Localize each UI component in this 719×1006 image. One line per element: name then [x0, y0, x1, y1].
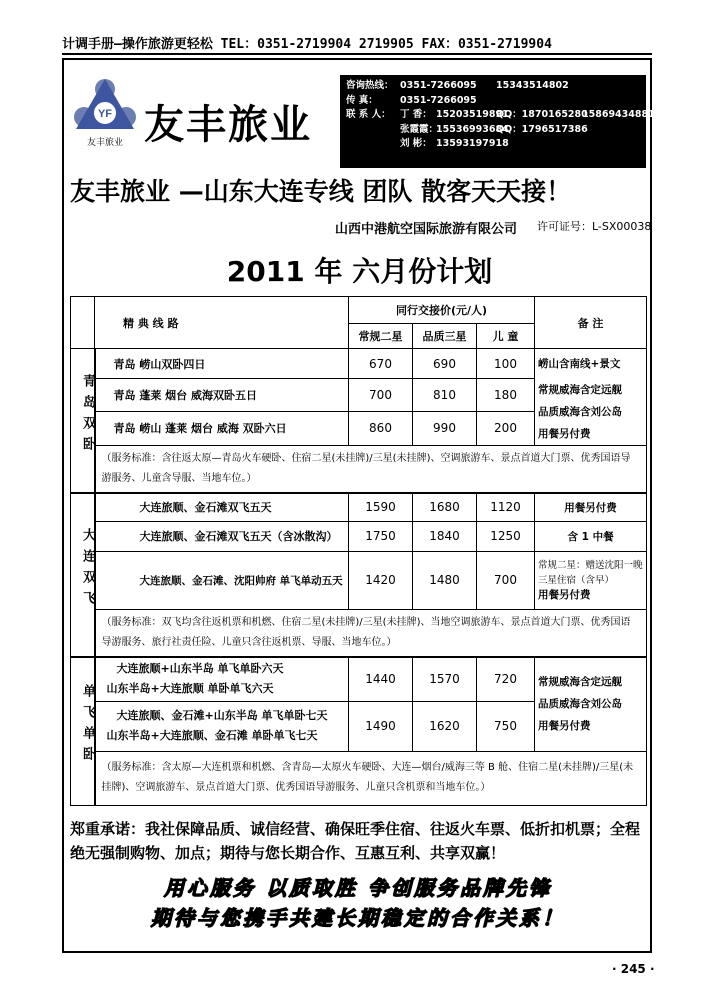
contact-hotline-1: 0351-7266095	[400, 80, 477, 91]
col-child-header: 儿 童	[477, 324, 535, 349]
logo	[70, 75, 140, 155]
price-child: 200	[477, 412, 535, 445]
service-standard: （服务标准：双飞均含往返机票和机燃、住宿二星(未挂牌)/三星(未挂牌)、当地空调旅游车、景点首道大门票、优秀国语导游服务、旅行社责任险、儿童只含往返机票、导服、当地车位。）	[95, 609, 647, 657]
price-child: 180	[477, 379, 535, 412]
price-regular: 860	[349, 412, 413, 445]
logo-text: YF	[97, 108, 113, 120]
price-regular: 1590	[349, 493, 413, 521]
price-child: 1120	[477, 493, 535, 521]
remark-cell	[535, 551, 647, 609]
route-cell: 青岛 崂山 蓬莱 烟台 威海 双卧六日	[95, 412, 349, 445]
col-price-group-header: 同行交接价(元/人)	[349, 297, 535, 324]
col-route-header: 精 典 线 路	[95, 297, 349, 349]
col-regular-header: 常规二星	[349, 324, 413, 349]
service-standard: （服务标准：含往返太原—青岛火车硬卧、住宿二星(未挂牌)/三星(未挂牌)、空调旅游车、景点首道大门票、优秀国语导游服务、儿童含导服、当地车位。）	[95, 445, 647, 493]
brand-name: 友丰旅业	[144, 101, 312, 148]
contact-fax: 0351-7266095	[400, 94, 477, 106]
route-cell: 大连旅顺、金石滩双飞五天	[95, 493, 349, 521]
price-quality: 990	[413, 412, 477, 445]
section-name-single: 单飞单卧	[80, 684, 95, 769]
top-bar-text: 计调手册—操作旅游更轻松 TEL：0351-2719904 2719905 FAX：0351-2719904	[62, 37, 552, 52]
table-row	[71, 379, 647, 412]
price-quality: 1620	[413, 701, 477, 751]
contact-name-3: 刘 彬：	[400, 138, 432, 150]
remark-cell: 含 1 中餐	[535, 521, 647, 551]
contact-phone-2: 15536993684	[436, 123, 509, 135]
top-bar	[62, 33, 652, 55]
contact-qq-2: QQ：1796517386	[496, 123, 588, 135]
logo-caption: 友丰旅业	[86, 138, 124, 148]
remark-line: 用餐另付费	[538, 588, 591, 601]
logo-icon	[70, 75, 140, 155]
contact-phone-3: 13593197918	[436, 138, 509, 150]
price-child: 100	[477, 349, 535, 379]
col-remarks-header: 备 注	[535, 297, 647, 349]
price-quality: 1840	[413, 521, 477, 551]
header	[64, 63, 655, 163]
license-number: 许可证号：L-SX00038	[537, 220, 652, 233]
route-line: 山东半岛+大连旅顺 单卧单飞六天	[106, 682, 274, 696]
route-cell: 大连旅顺、金石滩双飞五天（含冰散沟）	[95, 521, 349, 551]
remark-cell	[535, 379, 647, 446]
route-cell	[95, 701, 349, 751]
slogan-line-1: 用心服务 以质取胜 争创服务品牌先锋	[164, 876, 552, 900]
company-name: 山西中港航空国际旅游有限公司	[335, 222, 518, 237]
contact-fax-label: 传 真：	[346, 94, 378, 106]
service-standard: （服务标准：含太原—大连机票和机燃、含青岛—太原火车硬卧、大连—烟台/威海三等 B 舱、住宿二星(未挂牌)/三星(未挂牌)、空调旅游车、景点首道大门票、优秀国语导游服务、儿童只含机票和当地车位。）	[95, 751, 647, 805]
route-cell: 青岛 崂山双卧四日	[95, 349, 349, 379]
contact-person-label: 联 系 人：	[346, 109, 391, 121]
price-regular: 670	[349, 349, 413, 379]
page-number: · 245 ·	[612, 962, 655, 976]
price-child: 750	[477, 701, 535, 751]
route-line: 大连旅顺+山东半岛 单飞单卧六天	[116, 662, 284, 676]
contact-box	[340, 75, 655, 168]
section-label	[71, 349, 95, 494]
table-row	[71, 349, 647, 379]
price-table	[70, 296, 647, 806]
contact-mobile-1: 15869434881	[582, 109, 655, 121]
section-label	[71, 657, 95, 805]
header-corner	[71, 297, 95, 349]
price-quality: 1680	[413, 493, 477, 521]
route-cell: 大连旅顺、金石滩、沈阳帅府 单飞单动五天	[95, 551, 349, 609]
remark-line: 常规威海含定远舰	[538, 383, 623, 396]
price-regular: 700	[349, 379, 413, 412]
contact-name-1: 丁 香：	[400, 109, 432, 121]
remark-line: 常规威海含定远舰	[538, 676, 623, 689]
price-quality: 690	[413, 349, 477, 379]
route-line: 大连旅顺、金石滩+山东半岛 单飞单卧七天	[116, 709, 328, 722]
table-row	[71, 609, 647, 657]
col-quality-header: 品质三星	[413, 324, 477, 349]
contact-qq-1: QQ：1870165280	[496, 109, 588, 121]
contact-hotline-2: 15343514802	[496, 80, 569, 91]
table-row	[71, 445, 647, 493]
price-quality: 1480	[413, 551, 477, 609]
price-child: 1250	[477, 521, 535, 551]
price-regular: 1750	[349, 521, 413, 551]
table-row	[71, 751, 647, 805]
table-row	[71, 551, 647, 609]
contact-hotline-label: 咨询热线：	[346, 80, 394, 91]
contact-phone-1: 15203519891	[436, 109, 509, 121]
remark-cell: 用餐另付费	[535, 493, 647, 521]
price-quality: 810	[413, 379, 477, 412]
price-regular: 1420	[349, 551, 413, 609]
slogan	[70, 873, 646, 933]
remark-cell: 崂山含南线+景文	[535, 349, 647, 379]
plan-title: 2011 年 六月份计划	[226, 255, 493, 288]
section-name-qingdao: 青岛双卧	[80, 373, 95, 458]
route-cell: 青岛 蓬莱 烟台 威海双卧五日	[95, 379, 349, 412]
price-regular: 1490	[349, 701, 413, 751]
section-name-dalian: 大连双飞	[80, 528, 95, 612]
remark-line: 常规二星：赠送沈阳一晚三星住宿（含早）	[538, 559, 643, 586]
slogan-line-2: 期待与您携手共建长期稳定的合作关系！	[151, 906, 565, 930]
route-cell	[95, 657, 349, 701]
remark-line: 用餐另付费	[538, 427, 591, 440]
table-row	[71, 657, 647, 701]
remark-cell	[535, 657, 647, 751]
contact-name-2: 张霞霞：	[400, 123, 439, 135]
price-child: 720	[477, 657, 535, 701]
remark-line: 品质威海含刘公岛	[538, 405, 623, 418]
table-row	[71, 521, 647, 551]
price-regular: 1440	[349, 657, 413, 701]
promise-statement: 郑重承诺：我社保障品质、诚信经营、确保旺季住宿、往返火车票、低折扣机票；全程绝无强制购物、加点；期待与您长期合作、互惠互利、共享双赢！	[70, 820, 641, 862]
price-quality: 1570	[413, 657, 477, 701]
headline: 友丰旅业 —山东大连专线 团队 散客天天接！	[70, 177, 572, 206]
section-label	[71, 493, 95, 657]
route-line: 山东半岛+大连旅顺、金石滩 单卧单飞七天	[106, 729, 318, 742]
remark-line: 品质威海含刘公岛	[538, 698, 623, 711]
remark-line: 用餐另付费	[538, 720, 591, 733]
table-row	[71, 493, 647, 521]
price-child: 700	[477, 551, 535, 609]
